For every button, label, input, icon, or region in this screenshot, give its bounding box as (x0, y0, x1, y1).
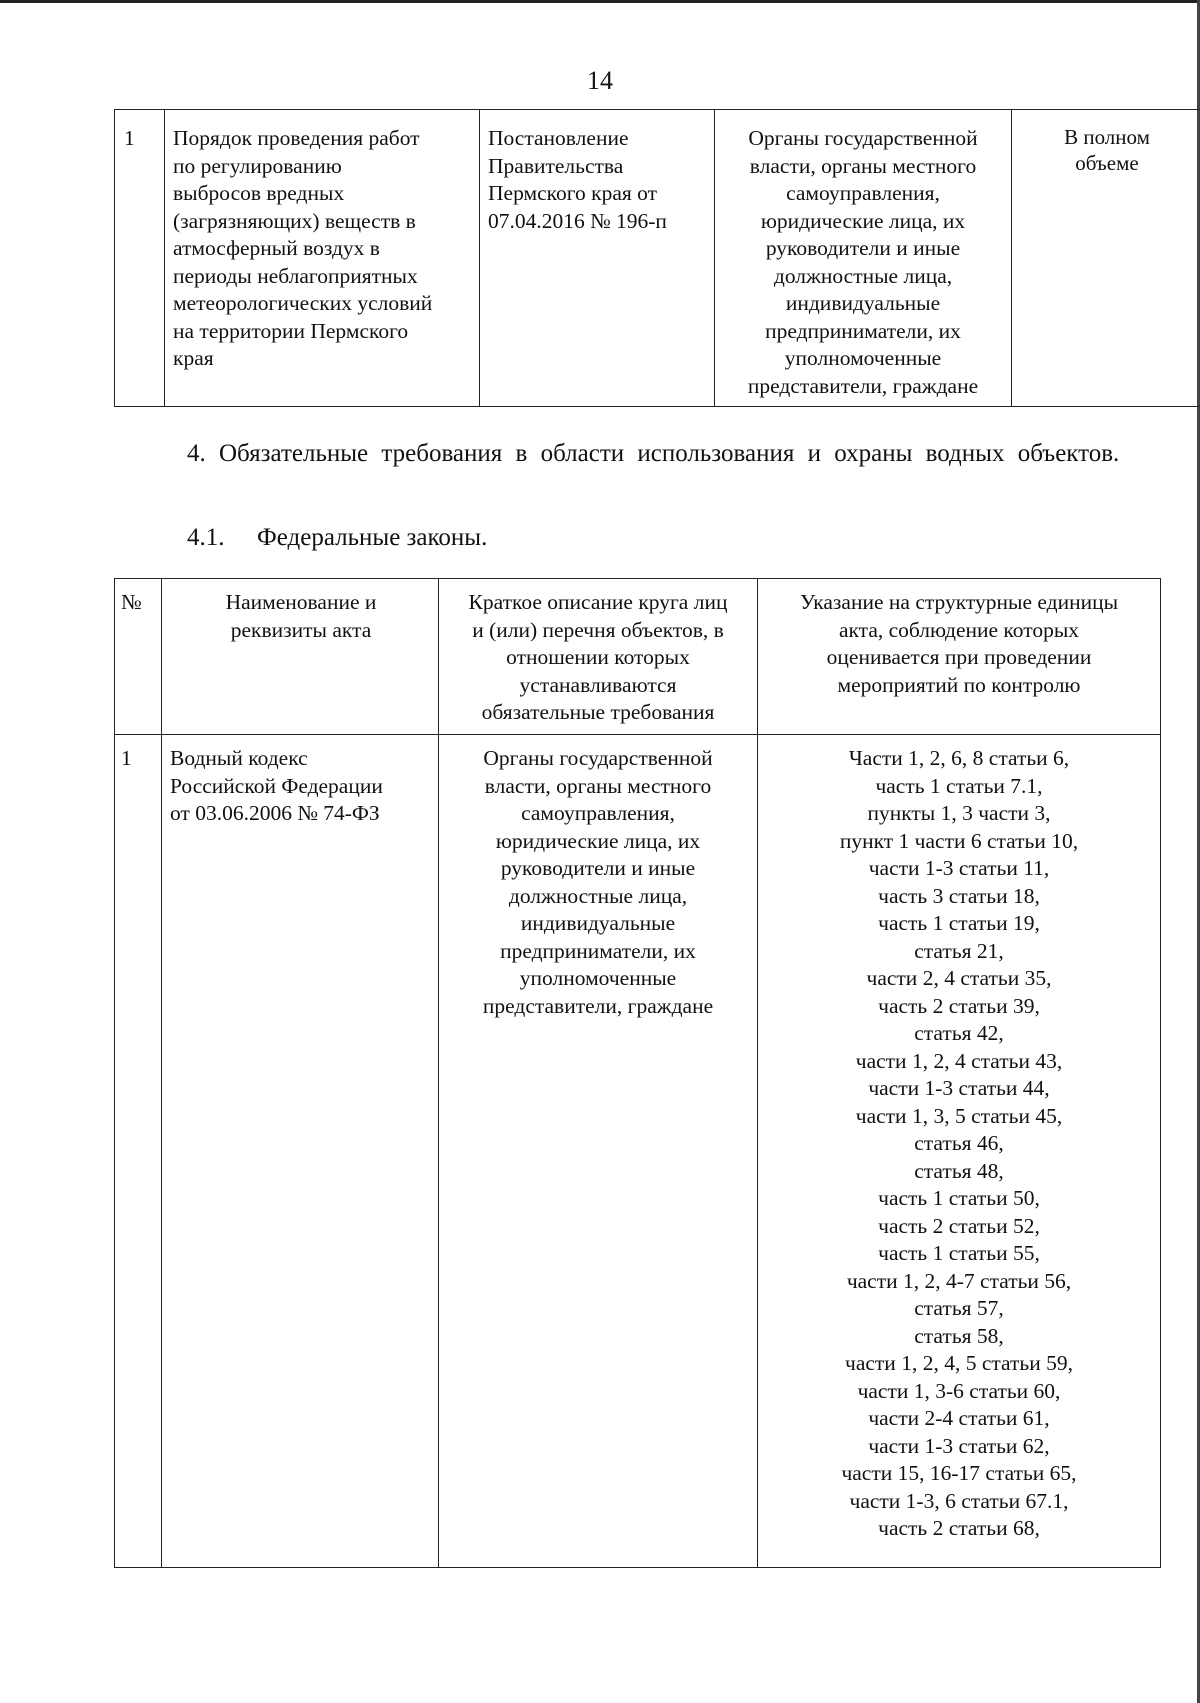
text-line: части 1-3 статьи 62, (868, 1433, 1050, 1458)
text-line: части 1, 2, 4, 5 статьи 59, (845, 1351, 1073, 1375)
text-line: части 1, 3-6 статьи 60, (857, 1378, 1061, 1403)
text-line: юридические лица, их (495, 828, 701, 853)
subsection-title: Федеральные законы. (257, 524, 488, 551)
row-number: 1 (115, 110, 165, 407)
text-line: индивидуальные (520, 911, 676, 935)
subsection-number: 4.1. (187, 524, 225, 551)
text-line: уполномоченные (519, 966, 677, 990)
text-line: метеорологических условий (173, 291, 433, 315)
table-row (115, 110, 1200, 407)
text-line: части 2-4 статьи 61, (868, 1406, 1050, 1430)
text-line: Водный кодекс (170, 746, 308, 770)
continuation-table (114, 109, 1200, 407)
text-line: часть 1 статьи 7.1, (875, 773, 1043, 798)
text-line: статья 57, (914, 1296, 1004, 1320)
text-line: самоуправления, (521, 801, 675, 825)
text-line: часть 2 статьи 52, (878, 1213, 1040, 1238)
text-line: статья 58, (914, 1323, 1004, 1348)
text-line: части 1, 2, 4 статьи 43, (855, 1048, 1063, 1073)
text-line: Части 1, 2, 6, 8 статьи 6, (848, 746, 1070, 770)
text-line: Краткое описание круга лиц (468, 590, 728, 614)
text-line: часть 1 статьи 55, (878, 1241, 1040, 1265)
text-line: части 1, 2, 4-7 статьи 56, (846, 1268, 1072, 1293)
text-line: предприниматели, их (765, 318, 961, 343)
text-line: устанавливаются (519, 672, 677, 697)
legal-act (480, 110, 715, 407)
text-line: статья 42, (914, 1021, 1004, 1045)
text-line: самоуправления, (786, 181, 940, 205)
text-line: акта, соблюдение которых (838, 617, 1080, 642)
text-line: части 2, 4 статьи 35, (866, 966, 1052, 990)
text-line: 07.04.2016 № 196-п (488, 208, 667, 233)
text-line: обязательные требования (481, 700, 715, 724)
text-line: Пермского края от (488, 181, 658, 205)
text-line: пункты 1, 3 части 3, (867, 801, 1051, 825)
text-line: части 15, 16-17 статьи 65, (841, 1461, 1077, 1485)
scan-edge-top (0, 0, 1200, 3)
text-line: края (173, 346, 214, 370)
text-line: по регулированию (173, 153, 342, 178)
text-line: (загрязняющих) веществ в (173, 208, 416, 233)
text-line: представители, граждане (482, 993, 714, 1018)
text-line: атмосферный воздух в (173, 236, 380, 260)
text-line: пункт 1 части 6 статьи 10, (839, 828, 1079, 853)
text-line: В полном (1064, 125, 1150, 149)
act-name (162, 735, 439, 1568)
text-line: Правительства (488, 153, 624, 178)
text-line: статья 48, (914, 1158, 1004, 1183)
text-line: оценивается при проведении (826, 645, 1092, 669)
text-line: части 1, 3, 5 статьи 45, (855, 1103, 1063, 1128)
subjects-description (439, 735, 758, 1568)
text-line: статья 46, (914, 1131, 1004, 1155)
text-line: Российской Федерации (170, 773, 383, 798)
header-subjects (439, 579, 758, 735)
text-line: должностные лица, (508, 883, 688, 908)
text-line: руководители и иные (765, 236, 961, 260)
text-line: Порядок проведения работ (173, 126, 420, 150)
section-heading: 4. Обязательные требования в области использования и охраны водных объектов. (187, 440, 1120, 467)
text-line: должностные лица, (773, 263, 953, 288)
table-row (115, 735, 1161, 1568)
text-line: Наименование и (225, 590, 377, 614)
text-line: Органы государственной (483, 746, 713, 770)
text-line: от 03.06.2006 № 74-ФЗ (170, 801, 380, 825)
federal-laws-table (114, 578, 1161, 1568)
requirement-name (165, 110, 480, 407)
text-line: мероприятий по контролю (837, 672, 1081, 697)
text-line: индивидуальные (785, 291, 941, 315)
text-line: предприниматели, их (500, 938, 696, 963)
text-line: часть 1 статьи 50, (878, 1186, 1040, 1210)
text-line: часть 2 статьи 39, (878, 993, 1040, 1018)
text-line: уполномоченные (784, 346, 942, 370)
text-line: часть 1 статьи 19, (878, 911, 1040, 935)
row-number: 1 (115, 735, 162, 1568)
text-line: власти, органы местного (749, 153, 977, 178)
text-line: и (или) перечня объектов, в (472, 617, 724, 642)
text-line: юридические лица, их (760, 208, 966, 233)
text-line: на территории Пермского (173, 318, 409, 343)
text-line: Постановление (488, 126, 629, 150)
text-line: реквизиты акта (230, 617, 372, 642)
text-line: часть 2 статьи 68, (878, 1516, 1040, 1540)
text-line: власти, органы местного (484, 773, 712, 798)
text-line: руководители и иные (500, 856, 696, 880)
text-line: Указание на структурные единицы (799, 590, 1119, 614)
text-line: части 1-3, 6 статьи 67.1, (849, 1488, 1069, 1513)
table-header-row (115, 579, 1161, 735)
subsection-heading (187, 521, 487, 554)
subjects-description (715, 110, 1012, 407)
header-number: № (115, 579, 162, 735)
page-number: 14 (587, 66, 613, 95)
text-line: Органы государственной (748, 126, 978, 150)
structural-units (758, 735, 1161, 1568)
compliance-scope (1012, 110, 1200, 407)
text-line: статья 21, (914, 938, 1004, 963)
text-line: отношении которых (506, 645, 690, 669)
text-line: периоды неблагоприятных (173, 263, 418, 288)
text-line: представители, граждане (747, 373, 979, 398)
header-structural-units (758, 579, 1161, 735)
header-act-name (162, 579, 439, 735)
text-line: части 1-3 статьи 44, (868, 1076, 1050, 1100)
text-line: выбросов вредных (173, 181, 345, 205)
text-line: объеме (1075, 151, 1139, 175)
text-line: части 1-3 статьи 11, (868, 856, 1050, 880)
text-line: часть 3 статьи 18, (878, 883, 1040, 908)
